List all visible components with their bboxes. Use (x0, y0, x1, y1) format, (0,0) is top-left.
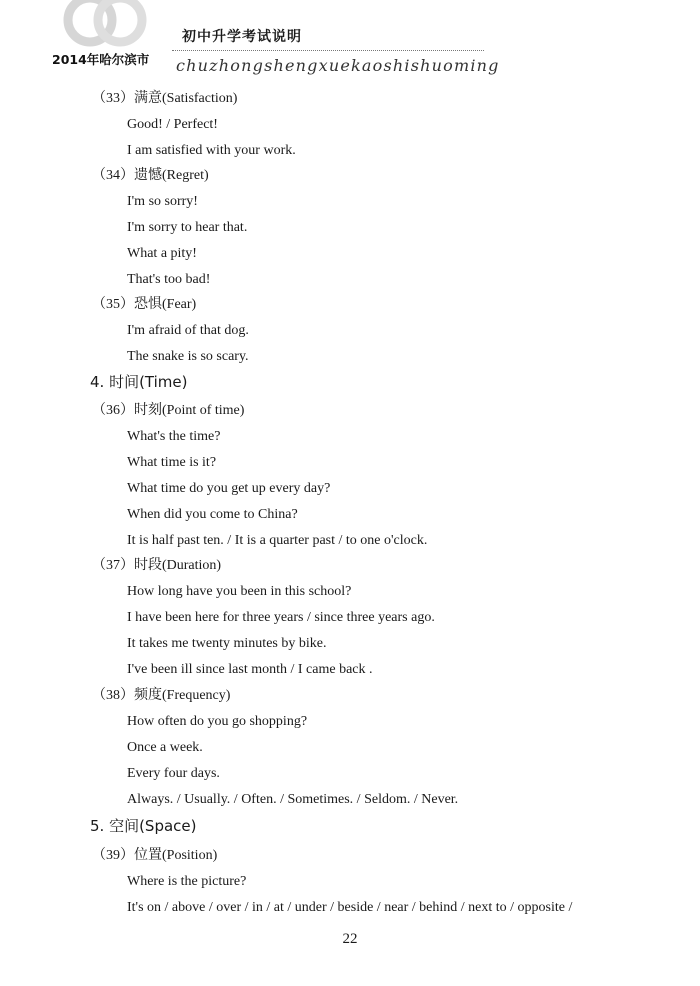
section-heading: 5. 空间(Space) (90, 817, 197, 835)
example-sentence: Always. / Usually. / Often. / Sometimes. / Seldom. / Never. (127, 792, 459, 807)
category-heading: （37）时段(Duration) (92, 558, 222, 573)
example-sentence: That's too bad! (127, 272, 211, 287)
page-number: 22 (342, 931, 358, 947)
example-sentence: What a pity! (127, 246, 197, 261)
header-year-city: 2014年哈尔滨市 (52, 52, 150, 67)
example-sentence: Where is the picture? (127, 874, 247, 889)
example-sentence: What time do you get up every day? (127, 481, 331, 496)
example-sentence: I'm so sorry! (127, 194, 198, 209)
example-sentence: Every four days. (127, 766, 220, 781)
example-sentence: It's on / above / over / in / at / under / beside / near / behind / next to / opposite / (127, 900, 573, 915)
example-sentence: I'm afraid of that dog. (127, 323, 249, 338)
example-sentence: I'm sorry to hear that. (127, 220, 248, 235)
example-sentence: The snake is so scary. (127, 349, 249, 364)
category-heading: （38）频度(Frequency) (92, 688, 231, 703)
header-pinyin: chuzhongshengxuekaoshishuoming (176, 56, 500, 75)
example-sentence: It is half past ten. / It is a quarter past / to one o'clock. (127, 533, 428, 548)
example-sentence: I have been here for three years / since three years ago. (127, 610, 435, 625)
example-sentence: Once a week. (127, 740, 203, 755)
example-sentence: I am satisfied with your work. (127, 143, 296, 158)
category-heading: （35）恐惧(Fear) (92, 297, 197, 312)
section-heading: 4. 时间(Time) (90, 373, 188, 391)
example-sentence: How often do you go shopping? (127, 714, 308, 729)
example-sentence: How long have you been in this school? (127, 584, 352, 599)
header-divider (172, 50, 484, 51)
example-sentence: When did you come to China? (127, 507, 298, 522)
example-sentence: What time is it? (127, 455, 217, 470)
category-heading: （33）满意(Satisfaction) (92, 91, 238, 106)
example-sentence: What's the time? (127, 429, 221, 444)
category-heading: （34）遗憾(Regret) (92, 168, 209, 183)
example-sentence: Good! / Perfect! (127, 117, 218, 132)
header-title: 初中升学考试说明 (182, 29, 302, 45)
category-heading: （39）位置(Position) (92, 848, 218, 863)
example-sentence: It takes me twenty minutes by bike. (127, 636, 327, 651)
example-sentence: I've been ill since last month / I came back . (127, 662, 373, 677)
category-heading: （36）时刻(Point of time) (92, 403, 245, 418)
